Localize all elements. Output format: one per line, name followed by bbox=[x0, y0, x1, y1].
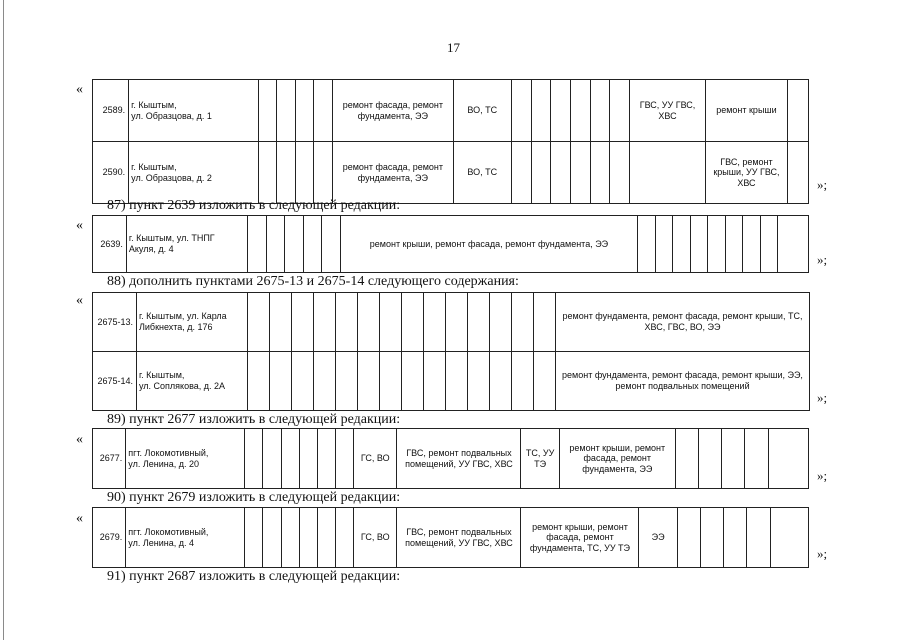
works-ts-cell: ТС, УУ ТЭ bbox=[521, 429, 559, 489]
table-row bbox=[93, 80, 809, 142]
works-vo-ts-cell: ВО, ТС bbox=[453, 80, 511, 142]
row-number: 2675-14. bbox=[93, 352, 137, 411]
works-gvs-cell: ГВС, ремонт подвальных помещений, УУ ГВС, ХВС bbox=[397, 508, 521, 568]
paragraph-91: 91) пункт 2687 изложить в следующей редакции: bbox=[107, 569, 401, 584]
address-line-1: пгт. Локомотивный, bbox=[128, 526, 209, 537]
row-number: 2677. bbox=[93, 429, 126, 489]
table-point-2679 bbox=[92, 507, 809, 568]
open-quote: « bbox=[76, 511, 83, 526]
address-line-2: ул. Образцова, д. 2 bbox=[131, 172, 212, 183]
address-cell bbox=[129, 142, 258, 204]
paragraph-88: 88) дополнить пунктами 2675-13 и 2675-14 следующего содержания: bbox=[107, 274, 519, 289]
address-line-1: г. Кыштым, ул. Карла bbox=[139, 311, 227, 322]
table-row bbox=[93, 142, 809, 204]
address-line-1: г. Кыштым, ул. ТНПГ bbox=[128, 233, 215, 244]
address-line-1: г. Кыштым, bbox=[139, 370, 185, 381]
address-line-2: ул. Ленина, д. 20 bbox=[128, 458, 199, 469]
open-quote: « bbox=[76, 218, 83, 233]
works-cell: ремонт фундамента, ремонт фасада, ремонт крыши, ТС, ХВС, ГВС, ВО, ЭЭ bbox=[556, 293, 810, 352]
paragraph-90: 90) пункт 2679 изложить в следующей редакции: bbox=[107, 490, 401, 505]
works-gs-vo-cell: ГС, ВО bbox=[354, 508, 397, 568]
table-row bbox=[93, 293, 810, 352]
row-number: 2589. bbox=[93, 80, 129, 142]
address-cell bbox=[126, 216, 247, 273]
close-quote: »; bbox=[817, 468, 828, 483]
address-line-2: ул. Ленина, д. 4 bbox=[128, 537, 194, 548]
works-roof-cell: ремонт крыши, ремонт фасада, ремонт фундамента, ТС, УУ ТЭ bbox=[521, 508, 639, 568]
address-cell bbox=[137, 352, 248, 411]
paragraph-89: 89) пункт 2677 изложить в следующей редакции: bbox=[107, 412, 401, 427]
works-ee-cell: ЭЭ bbox=[639, 508, 677, 568]
works-roof-cell: ремонт крыши bbox=[705, 80, 787, 142]
address-cell bbox=[129, 80, 258, 142]
scan-edge-line bbox=[3, 0, 4, 640]
page-number: 17 bbox=[447, 40, 460, 55]
works-roof-cell: ремонт крыши, ремонт фасада, ремонт фундамента, ЭЭ bbox=[559, 429, 675, 489]
works-facade-cell: ремонт фасада, ремонт фундамента, ЭЭ bbox=[333, 142, 454, 204]
address-line-2: ул. Образцова, д. 1 bbox=[131, 110, 212, 121]
address-cell bbox=[137, 293, 248, 352]
works-facade-cell: ремонт фасада, ремонт фундамента, ЭЭ bbox=[333, 80, 454, 142]
address-line-2: Акуля, д. 4 bbox=[128, 244, 174, 254]
row-number: 2675-13. bbox=[93, 293, 137, 352]
row-number: 2639. bbox=[93, 216, 127, 273]
works-cell: ремонт крыши, ремонт фасада, ремонт фундамента, ЭЭ bbox=[340, 216, 638, 273]
address-line-1: г. Кыштым, bbox=[131, 161, 177, 172]
works-gvs-cell: ГВС, ремонт подвальных помещений, УУ ГВС, ХВС bbox=[397, 429, 521, 489]
row-number: 2590. bbox=[93, 142, 129, 204]
table-row bbox=[93, 508, 809, 568]
table-points-2589-2590 bbox=[92, 79, 809, 204]
table-point-2677 bbox=[92, 428, 809, 489]
open-quote: « bbox=[76, 293, 83, 308]
address-cell bbox=[126, 429, 245, 489]
table-row bbox=[93, 216, 809, 273]
address-line-1: г. Кыштым, bbox=[131, 99, 177, 110]
works-gvs-roof-cell: ГВС, ремонт крыши, УУ ГВС, ХВС bbox=[705, 142, 787, 204]
table-point-2639 bbox=[92, 215, 809, 273]
address-cell bbox=[126, 508, 245, 568]
row-number: 2679. bbox=[93, 508, 126, 568]
address-line-2: Либкнехта, д. 176 bbox=[139, 322, 213, 332]
address-line-2: ул. Соплякова, д. 2А bbox=[139, 381, 226, 391]
table-points-2675 bbox=[92, 292, 810, 411]
close-quote: »; bbox=[817, 252, 828, 267]
works-vo-ts-cell: ВО, ТС bbox=[453, 142, 511, 204]
works-gvs-cell: ГВС, УУ ГВС, ХВС bbox=[630, 80, 706, 142]
close-quote: »; bbox=[817, 390, 828, 405]
open-quote: « bbox=[76, 82, 83, 97]
open-quote: « bbox=[76, 432, 83, 447]
table-row bbox=[93, 429, 809, 489]
table-row bbox=[93, 352, 810, 411]
close-quote: »; bbox=[817, 177, 828, 192]
address-line-1: пгт. Локомотивный, bbox=[128, 447, 209, 458]
close-quote: »; bbox=[817, 546, 828, 561]
works-cell: ремонт фундамента, ремонт фасада, ремонт крыши, ЭЭ, ремонт подвальных помещений bbox=[556, 352, 810, 411]
works-gs-vo-cell: ГС, ВО bbox=[354, 429, 397, 489]
paragraph-87: 87) пункт 2639 изложить в следующей редакции: bbox=[107, 198, 401, 213]
